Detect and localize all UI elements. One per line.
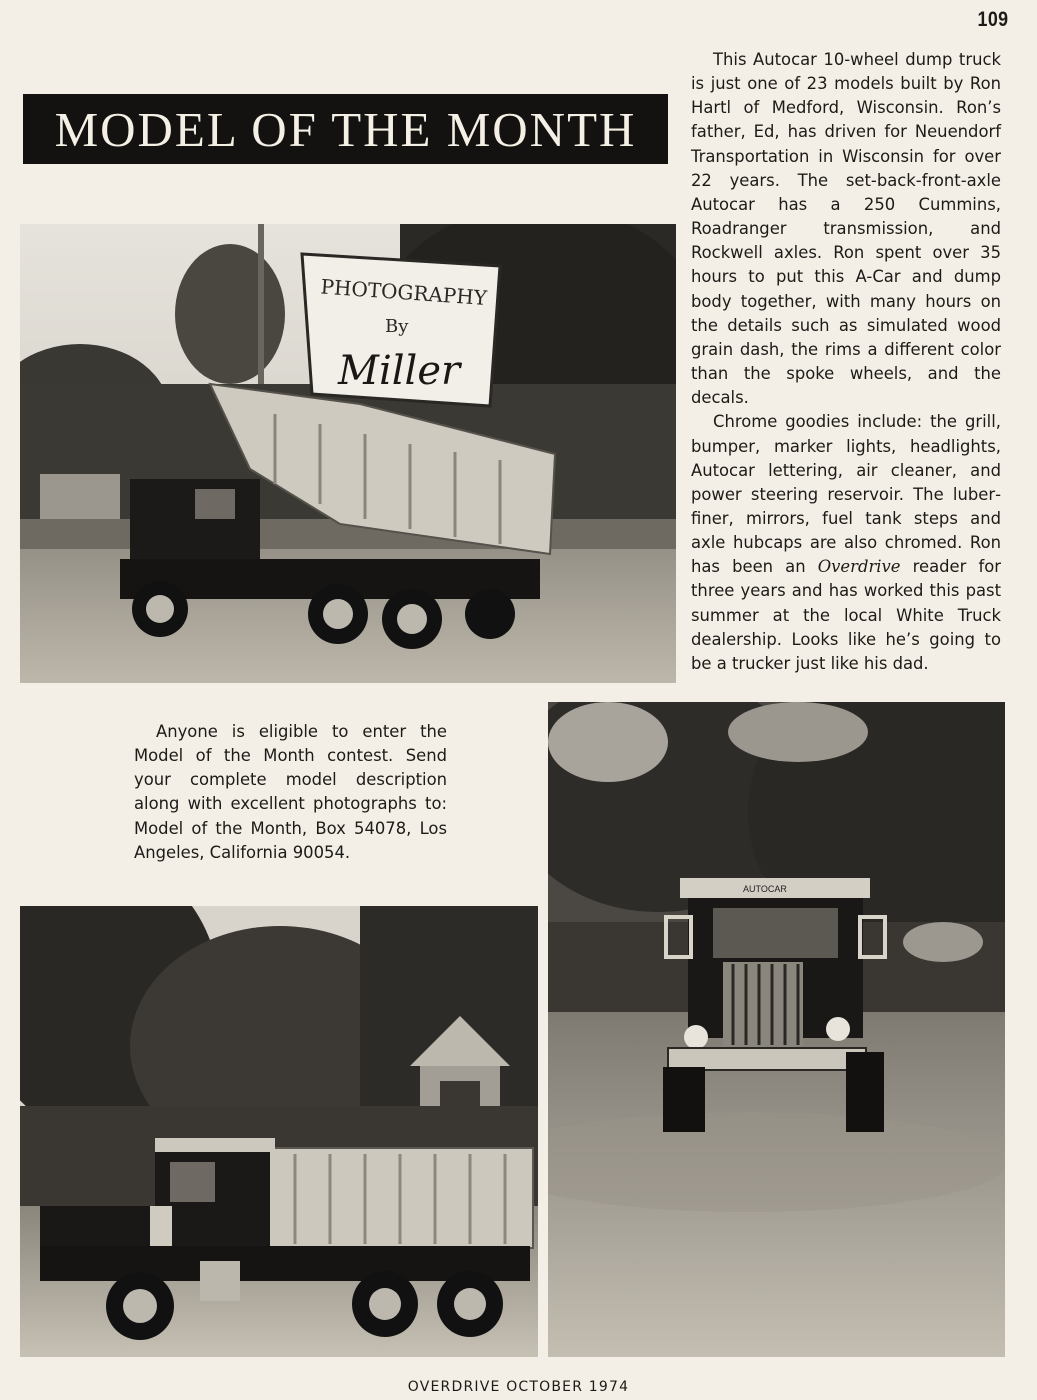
magazine-name: Overdrive xyxy=(817,557,901,577)
photo-truck-front-view xyxy=(548,702,1005,1357)
front-badge-text: AUTOCAR xyxy=(743,884,787,894)
article-p2-start: Chrome goodies include: the grill, bumper, marker lights, headlights, Autocar lettering, air cleaner, and power steering reservoir. The luberfiner, mirrors, fuel tank steps and axle hubcaps are also chromed. Ron has been an xyxy=(691,412,1001,577)
sign-text-miller: Miller xyxy=(338,348,461,394)
contest-text: Anyone is eligible to enter the Model of the Month contest. Send your complete model description along with excellent photographs to: Model of the Month, Box 54078, Los Angeles, California 90054. xyxy=(134,722,447,862)
article-paragraph-1: This Autocar 10-wheel dump truck is just one of 23 models built by Ron Hartl of Medford, Wisconsin. Ron’s father, Ed, has driven for Neuendorf Transportation in Wisconsin for over 22 years. The set-back-front-axle Autocar has a 250 Cummins, Roadranger transmission, and Rockwell axles. Ron spent over 35 hours to put this A-Car and dump body together, with many hours on the details such as simulated wood grain dash, the rims a different color than the spoke wheels, and the decals. xyxy=(691,50,1001,408)
article-p2-end: reader for three years and has worked this past summer at the local White Truck dealership. Looks like he’s going to be a trucker just like his dad. xyxy=(691,557,1001,673)
sign-text-by: By xyxy=(385,316,409,337)
article-paragraph-2 xyxy=(691,410,1001,676)
sign-text-photography: PHOTOGRAPHY xyxy=(319,274,488,311)
page-title: MODEL OF THE MONTH xyxy=(23,94,668,164)
page-number: 109 xyxy=(977,8,1009,31)
photo-dump-truck-raised xyxy=(20,224,676,683)
photo-truck-side-view xyxy=(20,906,538,1357)
article-body xyxy=(691,48,1001,676)
page-footer: OVERDRIVE OCTOBER 1974 xyxy=(407,1379,630,1395)
contest-notice xyxy=(134,720,447,865)
